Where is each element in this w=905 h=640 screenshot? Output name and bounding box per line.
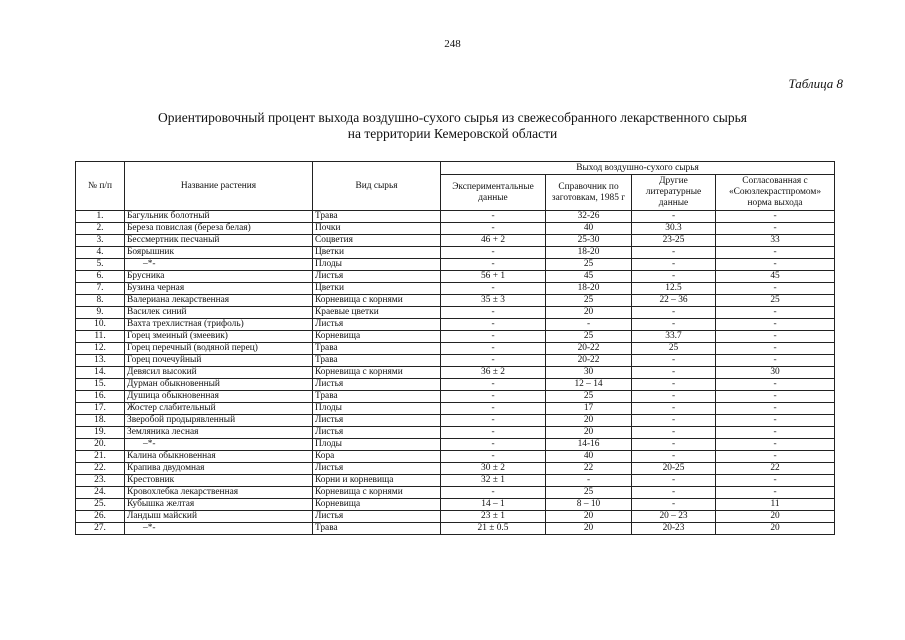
- cell-agreed: -: [716, 451, 835, 463]
- cell-part: Трава: [313, 391, 441, 403]
- cell-agreed: -: [716, 343, 835, 355]
- cell-part: Почки: [313, 223, 441, 235]
- cell-num: 6.: [76, 271, 125, 283]
- cell-part: Плоды: [313, 403, 441, 415]
- cell-num: 3.: [76, 235, 125, 247]
- cell-experimental: -: [441, 247, 546, 259]
- cell-handbook: 20-22: [546, 343, 632, 355]
- table-row: [76, 499, 835, 511]
- cell-agreed: -: [716, 391, 835, 403]
- cell-plant: –*-: [125, 259, 313, 271]
- cell-part: Трава: [313, 523, 441, 535]
- cell-literature: 22 – 36: [632, 295, 716, 307]
- table-row: [76, 247, 835, 259]
- cell-agreed: -: [716, 355, 835, 367]
- cell-plant: Ландыш майский: [125, 511, 313, 523]
- cell-part: Соцветия: [313, 235, 441, 247]
- document-title: [0, 110, 905, 142]
- cell-experimental: 21 ± 0.5: [441, 523, 546, 535]
- table-row: [76, 523, 835, 535]
- table-row: [76, 439, 835, 451]
- cell-part: Цветки: [313, 247, 441, 259]
- cell-agreed: -: [716, 403, 835, 415]
- cell-literature: -: [632, 367, 716, 379]
- cell-experimental: 46 + 2: [441, 235, 546, 247]
- cell-plant: Земляника лесная: [125, 427, 313, 439]
- cell-plant: Жостер слабительный: [125, 403, 313, 415]
- cell-part: Корневища с корнями: [313, 295, 441, 307]
- cell-part: Листья: [313, 379, 441, 391]
- cell-handbook: 25-30: [546, 235, 632, 247]
- cell-part: Краевые цветки: [313, 307, 441, 319]
- cell-part: Кора: [313, 451, 441, 463]
- cell-handbook: 30: [546, 367, 632, 379]
- cell-part: Листья: [313, 511, 441, 523]
- cell-experimental: 32 ± 1: [441, 475, 546, 487]
- header-experimental: Экспериментальные данные: [441, 175, 546, 211]
- table-row: [76, 271, 835, 283]
- cell-num: 9.: [76, 307, 125, 319]
- cell-experimental: -: [441, 415, 546, 427]
- cell-agreed: 33: [716, 235, 835, 247]
- cell-part: Листья: [313, 319, 441, 331]
- cell-num: 18.: [76, 415, 125, 427]
- header-handbook: Справочник по заготовкам, 1985 г: [546, 175, 632, 211]
- table-row: [76, 307, 835, 319]
- cell-part: Трава: [313, 343, 441, 355]
- cell-experimental: 36 ± 2: [441, 367, 546, 379]
- cell-agreed: -: [716, 307, 835, 319]
- cell-experimental: -: [441, 223, 546, 235]
- cell-literature: -: [632, 403, 716, 415]
- cell-agreed: 22: [716, 463, 835, 475]
- cell-plant: Девясил высокий: [125, 367, 313, 379]
- cell-handbook: 25: [546, 259, 632, 271]
- cell-part: Трава: [313, 211, 441, 223]
- table-row: [76, 487, 835, 499]
- cell-literature: -: [632, 379, 716, 391]
- header-num: № п/п: [76, 162, 125, 211]
- cell-part: Листья: [313, 463, 441, 475]
- cell-plant: Боярышник: [125, 247, 313, 259]
- cell-agreed: 11: [716, 499, 835, 511]
- cell-agreed: -: [716, 223, 835, 235]
- cell-handbook: 18-20: [546, 247, 632, 259]
- cell-plant: Крестовник: [125, 475, 313, 487]
- cell-num: 17.: [76, 403, 125, 415]
- cell-handbook: 25: [546, 331, 632, 343]
- cell-num: 21.: [76, 451, 125, 463]
- table-row: [76, 319, 835, 331]
- cell-agreed: -: [716, 283, 835, 295]
- cell-experimental: -: [441, 451, 546, 463]
- cell-experimental: -: [441, 439, 546, 451]
- cell-experimental: -: [441, 427, 546, 439]
- cell-agreed: -: [716, 427, 835, 439]
- cell-plant: –*-: [125, 439, 313, 451]
- cell-agreed: -: [716, 259, 835, 271]
- cell-part: Трава: [313, 355, 441, 367]
- cell-literature: -: [632, 271, 716, 283]
- cell-num: 19.: [76, 427, 125, 439]
- cell-handbook: 22: [546, 463, 632, 475]
- cell-handbook: -: [546, 475, 632, 487]
- cell-plant: Брусника: [125, 271, 313, 283]
- cell-experimental: 56 + 1: [441, 271, 546, 283]
- cell-num: 15.: [76, 379, 125, 391]
- cell-literature: -: [632, 391, 716, 403]
- cell-experimental: -: [441, 331, 546, 343]
- table-row: [76, 463, 835, 475]
- cell-literature: 25: [632, 343, 716, 355]
- cell-experimental: -: [441, 355, 546, 367]
- cell-plant: Дурман обыкновенный: [125, 379, 313, 391]
- cell-part: Корневища с корнями: [313, 487, 441, 499]
- cell-num: 1.: [76, 211, 125, 223]
- cell-part: Листья: [313, 271, 441, 283]
- cell-plant: Кровохлебка лекарственная: [125, 487, 313, 499]
- cell-literature: 30.3: [632, 223, 716, 235]
- cell-num: 2.: [76, 223, 125, 235]
- header-part: Вид сырья: [313, 162, 441, 211]
- cell-num: 12.: [76, 343, 125, 355]
- cell-plant: Вахта трехлистная (трифоль): [125, 319, 313, 331]
- cell-experimental: -: [441, 307, 546, 319]
- table-row: [76, 283, 835, 295]
- cell-experimental: -: [441, 211, 546, 223]
- cell-num: 5.: [76, 259, 125, 271]
- cell-handbook: 40: [546, 223, 632, 235]
- cell-handbook: 25: [546, 391, 632, 403]
- cell-handbook: 20-22: [546, 355, 632, 367]
- cell-part: Плоды: [313, 259, 441, 271]
- cell-agreed: -: [716, 415, 835, 427]
- cell-part: Корневища: [313, 331, 441, 343]
- page-number: 248: [444, 38, 461, 50]
- cell-literature: 20 – 23: [632, 511, 716, 523]
- cell-plant: Горец перечный (водяной перец): [125, 343, 313, 355]
- cell-part: Плоды: [313, 439, 441, 451]
- cell-handbook: 8 – 10: [546, 499, 632, 511]
- table-row: [76, 331, 835, 343]
- cell-literature: -: [632, 211, 716, 223]
- cell-literature: 33.7: [632, 331, 716, 343]
- cell-plant: Василек синий: [125, 307, 313, 319]
- cell-num: 24.: [76, 487, 125, 499]
- table-row: [76, 379, 835, 391]
- table-row: [76, 343, 835, 355]
- cell-agreed: 20: [716, 523, 835, 535]
- cell-plant: Валериана лекарственная: [125, 295, 313, 307]
- cell-agreed: -: [716, 475, 835, 487]
- cell-part: Корни и корневища: [313, 475, 441, 487]
- cell-handbook: 12 – 14: [546, 379, 632, 391]
- cell-literature: -: [632, 499, 716, 511]
- table-row: [76, 403, 835, 415]
- cell-literature: 20-23: [632, 523, 716, 535]
- table-row: [76, 415, 835, 427]
- cell-part: Листья: [313, 427, 441, 439]
- cell-num: 20.: [76, 439, 125, 451]
- table-row: [76, 391, 835, 403]
- cell-agreed: 45: [716, 271, 835, 283]
- cell-handbook: 45: [546, 271, 632, 283]
- header-row-1: [76, 162, 835, 175]
- cell-num: 14.: [76, 367, 125, 379]
- cell-agreed: -: [716, 247, 835, 259]
- cell-experimental: 35 ± 3: [441, 295, 546, 307]
- cell-agreed: -: [716, 487, 835, 499]
- table-row: [76, 475, 835, 487]
- table-row: [76, 511, 835, 523]
- header-plant: Название растения: [125, 162, 313, 211]
- cell-plant: Кубышка желтая: [125, 499, 313, 511]
- cell-literature: 20-25: [632, 463, 716, 475]
- cell-literature: -: [632, 427, 716, 439]
- title-line-1: Ориентировочный процент выхода воздушно-сухого сырья из свежесобранного лекарственного сырья: [158, 110, 747, 125]
- cell-handbook: 25: [546, 295, 632, 307]
- cell-experimental: -: [441, 283, 546, 295]
- cell-part: Цветки: [313, 283, 441, 295]
- table-body: [76, 211, 835, 535]
- cell-literature: 12.5: [632, 283, 716, 295]
- cell-handbook: 40: [546, 451, 632, 463]
- cell-handbook: 17: [546, 403, 632, 415]
- cell-plant: Багульник болотный: [125, 211, 313, 223]
- cell-num: 8.: [76, 295, 125, 307]
- cell-experimental: -: [441, 487, 546, 499]
- table-row: [76, 259, 835, 271]
- yield-table: [75, 161, 835, 535]
- cell-num: 27.: [76, 523, 125, 535]
- cell-agreed: 20: [716, 511, 835, 523]
- cell-plant: Горец почечуйный: [125, 355, 313, 367]
- cell-num: 4.: [76, 247, 125, 259]
- cell-agreed: -: [716, 379, 835, 391]
- cell-experimental: 30 ± 2: [441, 463, 546, 475]
- cell-literature: -: [632, 415, 716, 427]
- cell-handbook: 25: [546, 487, 632, 499]
- cell-handbook: 20: [546, 415, 632, 427]
- cell-handbook: 20: [546, 523, 632, 535]
- cell-experimental: 23 ± 1: [441, 511, 546, 523]
- cell-literature: -: [632, 475, 716, 487]
- cell-plant: Душица обыкновенная: [125, 391, 313, 403]
- table-row: [76, 427, 835, 439]
- cell-plant: Бессмертник песчаный: [125, 235, 313, 247]
- cell-experimental: -: [441, 379, 546, 391]
- cell-agreed: 25: [716, 295, 835, 307]
- cell-literature: -: [632, 451, 716, 463]
- cell-agreed: 30: [716, 367, 835, 379]
- header-literature: Другие литературные данные: [632, 175, 716, 211]
- cell-num: 23.: [76, 475, 125, 487]
- cell-experimental: -: [441, 343, 546, 355]
- cell-handbook: 18-20: [546, 283, 632, 295]
- cell-agreed: -: [716, 319, 835, 331]
- cell-plant: –*-: [125, 523, 313, 535]
- cell-agreed: -: [716, 211, 835, 223]
- cell-handbook: 32-26: [546, 211, 632, 223]
- cell-experimental: -: [441, 403, 546, 415]
- header-yield-group: Выход воздушно-сухого сырья: [441, 162, 835, 175]
- table-row: [76, 355, 835, 367]
- cell-literature: -: [632, 439, 716, 451]
- cell-plant: Зверобой продырявленный: [125, 415, 313, 427]
- cell-num: 22.: [76, 463, 125, 475]
- cell-num: 26.: [76, 511, 125, 523]
- cell-num: 11.: [76, 331, 125, 343]
- cell-plant: Бузина черная: [125, 283, 313, 295]
- cell-plant: Горец змеиный (змеевик): [125, 331, 313, 343]
- table-row: [76, 235, 835, 247]
- cell-experimental: -: [441, 391, 546, 403]
- table-row: [76, 367, 835, 379]
- cell-plant: Береза повислая (береза белая): [125, 223, 313, 235]
- cell-plant: Крапива двудомная: [125, 463, 313, 475]
- cell-num: 25.: [76, 499, 125, 511]
- cell-num: 10.: [76, 319, 125, 331]
- cell-plant: Калина обыкновенная: [125, 451, 313, 463]
- cell-literature: -: [632, 259, 716, 271]
- table-label: Таблица 8: [788, 76, 843, 91]
- cell-literature: -: [632, 247, 716, 259]
- table-row: [76, 451, 835, 463]
- table-row: [76, 223, 835, 235]
- table-row: [76, 295, 835, 307]
- cell-num: 16.: [76, 391, 125, 403]
- cell-agreed: -: [716, 331, 835, 343]
- cell-part: Корневища: [313, 499, 441, 511]
- cell-literature: -: [632, 319, 716, 331]
- cell-handbook: 20: [546, 427, 632, 439]
- cell-literature: -: [632, 355, 716, 367]
- cell-part: Корневища с корнями: [313, 367, 441, 379]
- title-line-2: на территории Кемеровской области: [347, 126, 558, 141]
- cell-experimental: -: [441, 319, 546, 331]
- cell-num: 7.: [76, 283, 125, 295]
- cell-literature: -: [632, 307, 716, 319]
- cell-handbook: 14-16: [546, 439, 632, 451]
- table-row: [76, 211, 835, 223]
- cell-handbook: 20: [546, 511, 632, 523]
- header-agreed: Согласованная с «Союзлекрастпромом» норма выхода: [716, 175, 835, 211]
- cell-handbook: -: [546, 319, 632, 331]
- cell-part: Листья: [313, 415, 441, 427]
- cell-literature: 23-25: [632, 235, 716, 247]
- cell-num: 13.: [76, 355, 125, 367]
- cell-experimental: 14 – 1: [441, 499, 546, 511]
- cell-experimental: -: [441, 259, 546, 271]
- cell-literature: -: [632, 487, 716, 499]
- cell-handbook: 20: [546, 307, 632, 319]
- cell-agreed: -: [716, 439, 835, 451]
